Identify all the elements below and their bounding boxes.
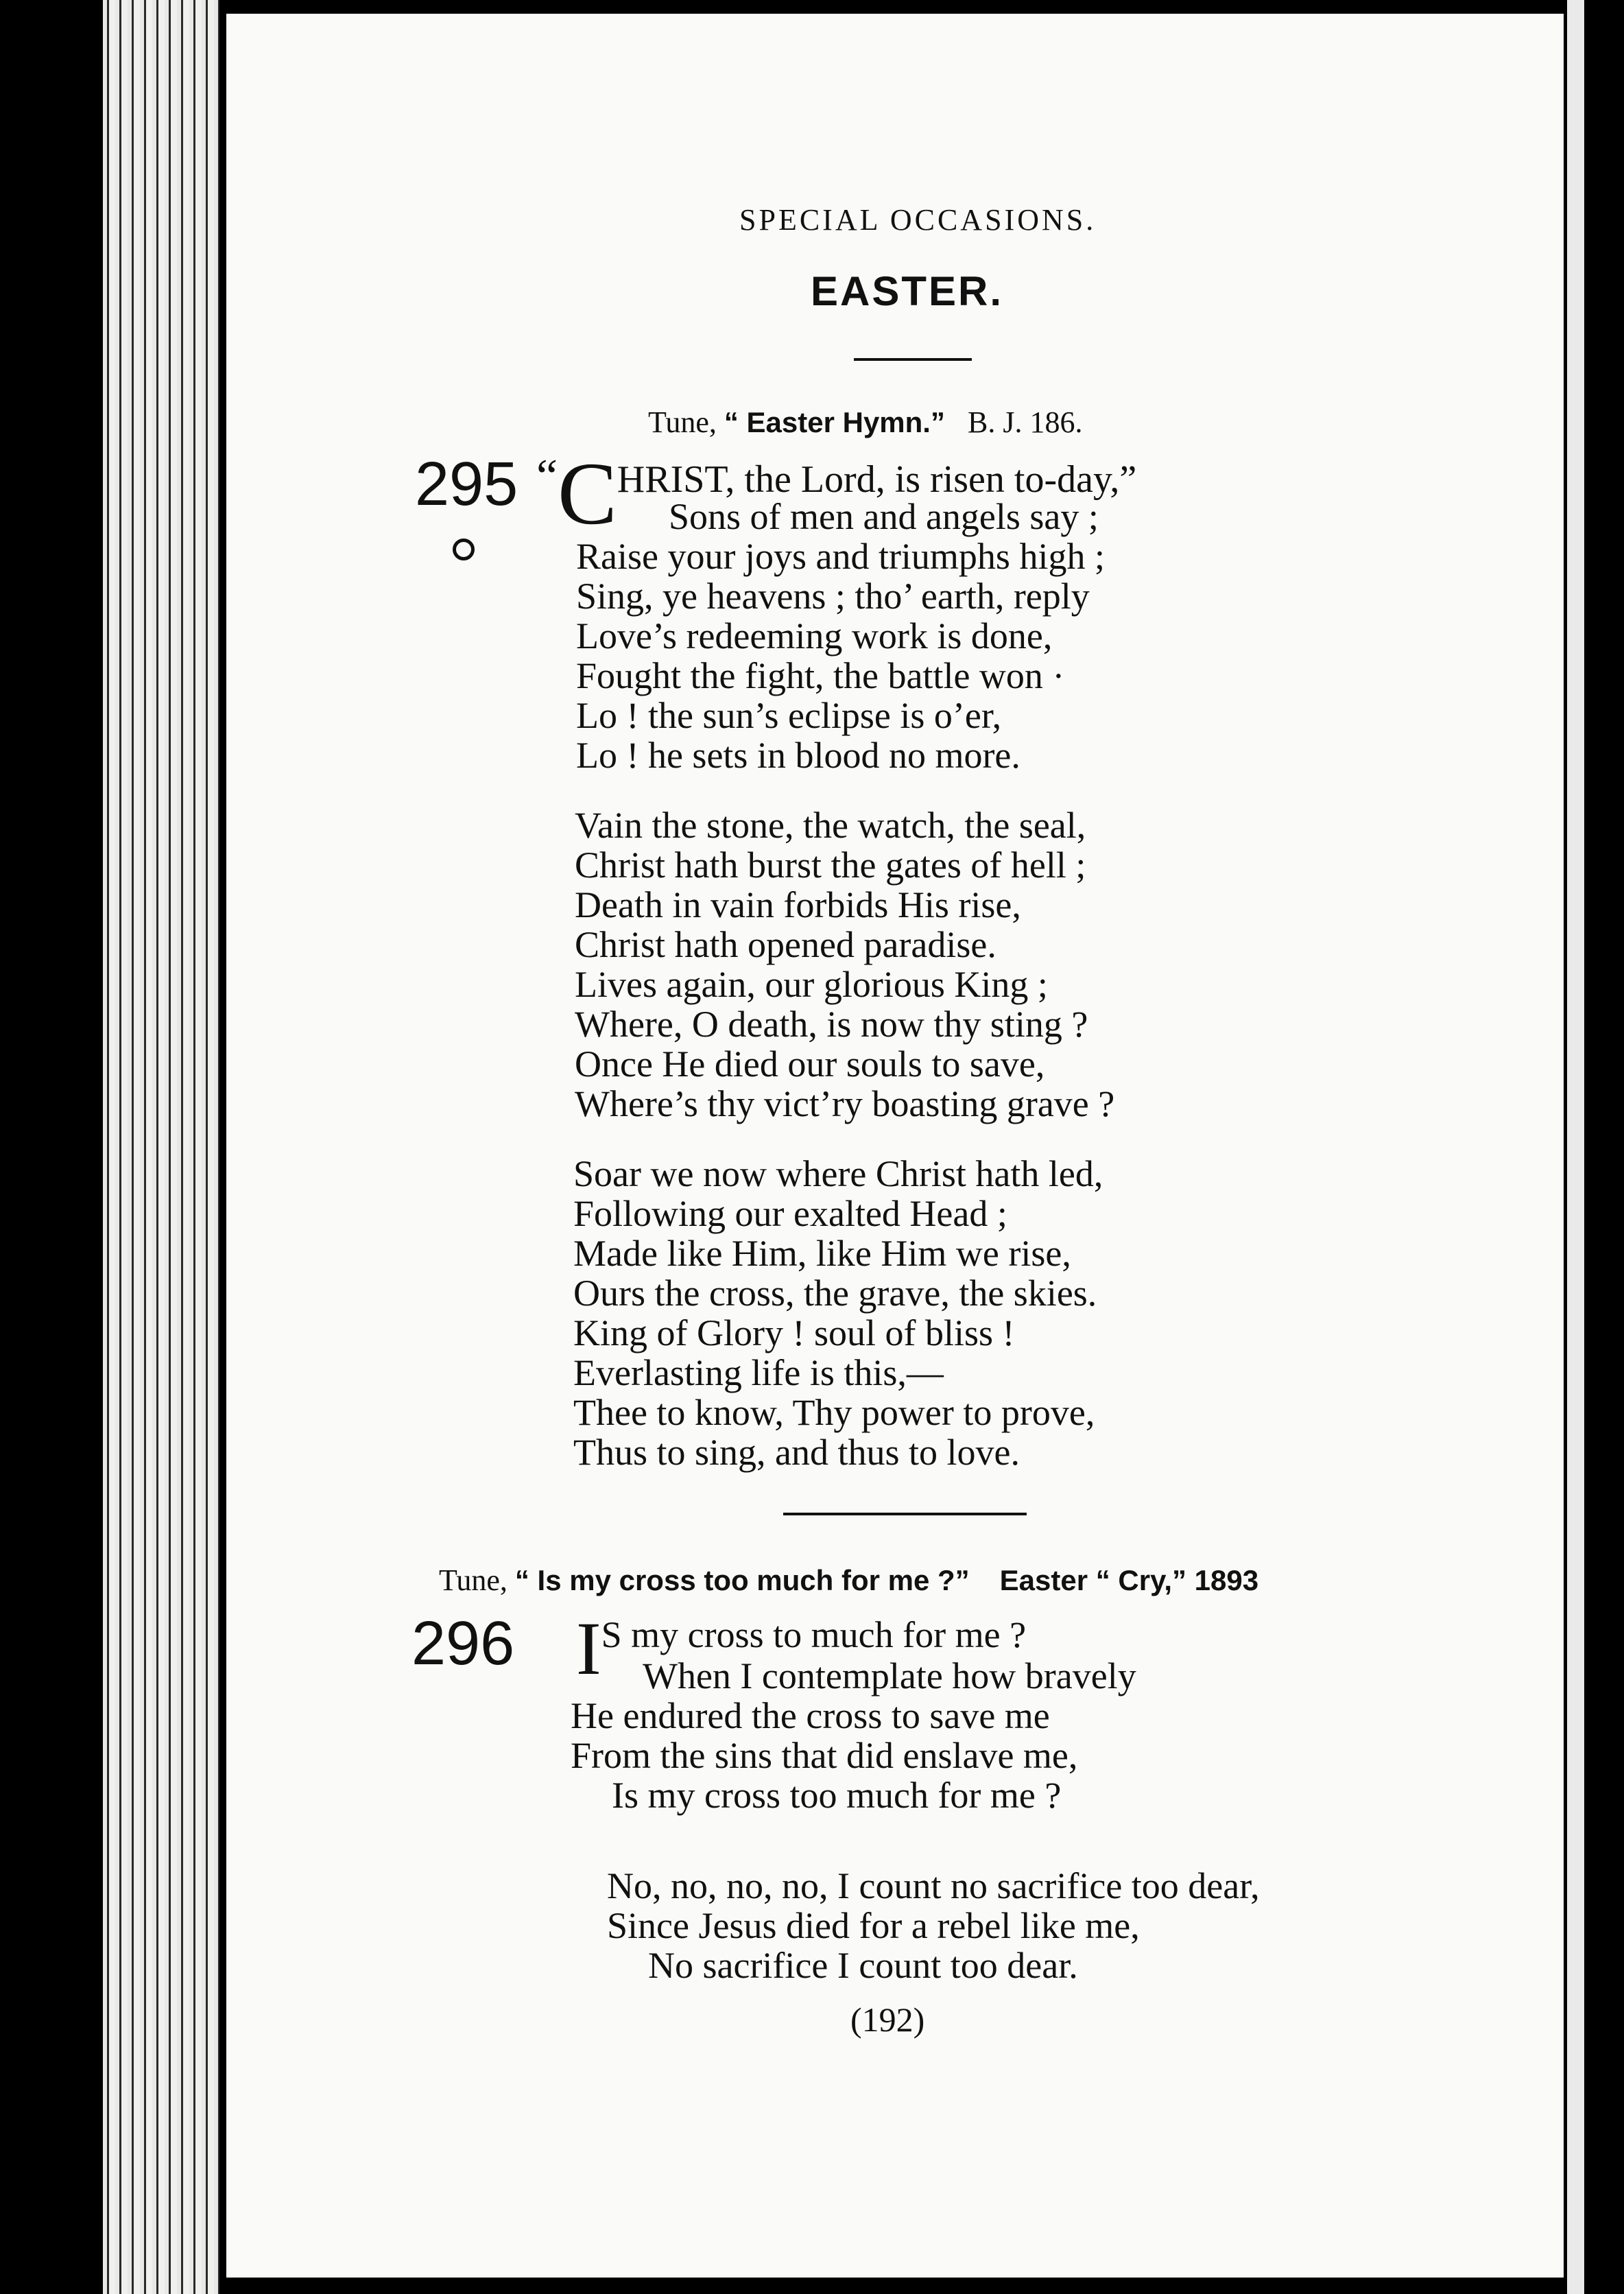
verse-line: Soar we now where Christ hath led, <box>573 1153 1103 1194</box>
verse-line: Sons of men and angels say ; <box>669 496 1099 537</box>
verse-line: He endured the cross to save me <box>571 1695 1050 1736</box>
hymn-number-296: 296 <box>411 1609 515 1678</box>
verse-line: Lo ! he sets in blood no more. <box>576 735 1020 776</box>
verse-line: Ours the cross, the grave, the skies. <box>573 1273 1097 1314</box>
tune-prefix: Tune, <box>439 1563 508 1597</box>
verse-line: Once He died our souls to save, <box>575 1043 1045 1085</box>
verse-line: Lives again, our glorious King ; <box>575 964 1048 1005</box>
verse-line: King of Glory ! soul of bliss ! <box>573 1312 1015 1353</box>
chorus-line: Since Jesus died for a rebel like me, <box>607 1905 1140 1946</box>
verse-line: Fought the fight, the battle won · <box>576 655 1065 696</box>
drop-cap: I <box>576 1607 601 1690</box>
section-title: EASTER. <box>811 268 1004 314</box>
hymn-number-295: 295 <box>415 450 518 519</box>
verse-line: Christ hath burst the gates of hell ; <box>575 844 1086 886</box>
verse-line: Love’s redeeming work is done, <box>576 615 1053 657</box>
right-page-edge <box>1567 0 1584 2294</box>
running-head: SPECIAL OCCASIONS. <box>739 203 1097 237</box>
hymn-295-stanza-2 <box>575 804 1261 1126</box>
verse-line: Death in vain forbids His rise, <box>575 884 1021 925</box>
chorus-line: No, no, no, no, I count no sacrifice too dear, <box>607 1865 1260 1906</box>
verse-line: From the sins that did enslave me, <box>571 1735 1078 1776</box>
page-edges <box>103 0 219 2294</box>
hymn-295-stanza-3 <box>573 1152 1259 1475</box>
open-quote: “ <box>536 450 558 503</box>
hymn-295-stanza-1 <box>576 495 1262 783</box>
verse-line: Thee to know, Thy power to prove, <box>573 1392 1095 1433</box>
chorus-line: No sacrifice I count too dear. <box>648 1945 1078 1986</box>
verse-line: Made like Him, like Him we rise, <box>573 1233 1071 1274</box>
tune-prefix: Tune, <box>648 405 717 439</box>
verse-line: Where, O death, is now thy sting ? <box>575 1004 1088 1045</box>
first-line-text: S my cross to much for me ? <box>601 1614 1027 1655</box>
first-line-text: HRIST, the Lord, is risen to-day,” <box>617 458 1137 501</box>
drop-cap: C <box>558 445 617 543</box>
hymn-296-tune <box>439 1563 1258 1598</box>
hymn-295-tune <box>648 405 1082 440</box>
title-rule <box>854 358 972 361</box>
circle-mark <box>453 539 475 560</box>
verse-line: Vain the stone, the watch, the seal, <box>575 805 1086 846</box>
hymn-296-chorus <box>607 1865 1430 1988</box>
tune-reference: Easter “ Cry,” 1893 <box>999 1564 1259 1596</box>
verse-line: Everlasting life is this,— <box>573 1352 944 1393</box>
verse-line: Lo ! the sun’s eclipse is o’er, <box>576 695 1002 736</box>
verse-line: Sing, ye heavens ; tho’ earth, reply <box>576 576 1090 617</box>
page-number: (192) <box>850 2000 925 2039</box>
tune-name: “ Easter Hymn.” <box>724 406 945 438</box>
verse-line: Raise your joys and triumphs high ; <box>576 536 1105 577</box>
tune-reference: B. J. 186. <box>967 405 1083 439</box>
verse-line: Where’s thy vict’ry boasting grave ? <box>575 1083 1115 1124</box>
tune-name: “ Is my cross too much for me ?” <box>514 1564 970 1596</box>
verse-line: Is my cross too much for me ? <box>612 1775 1062 1816</box>
hymn-separator-rule <box>783 1513 1027 1515</box>
verse-line: Thus to sing, and thus to love. <box>573 1432 1020 1473</box>
hymn-296-stanza <box>571 1655 1256 1833</box>
verse-line: Following our exalted Head ; <box>573 1193 1007 1234</box>
verse-line: Christ hath opened paradise. <box>575 924 996 965</box>
verse-line: When I contemplate how bravely <box>643 1655 1136 1696</box>
